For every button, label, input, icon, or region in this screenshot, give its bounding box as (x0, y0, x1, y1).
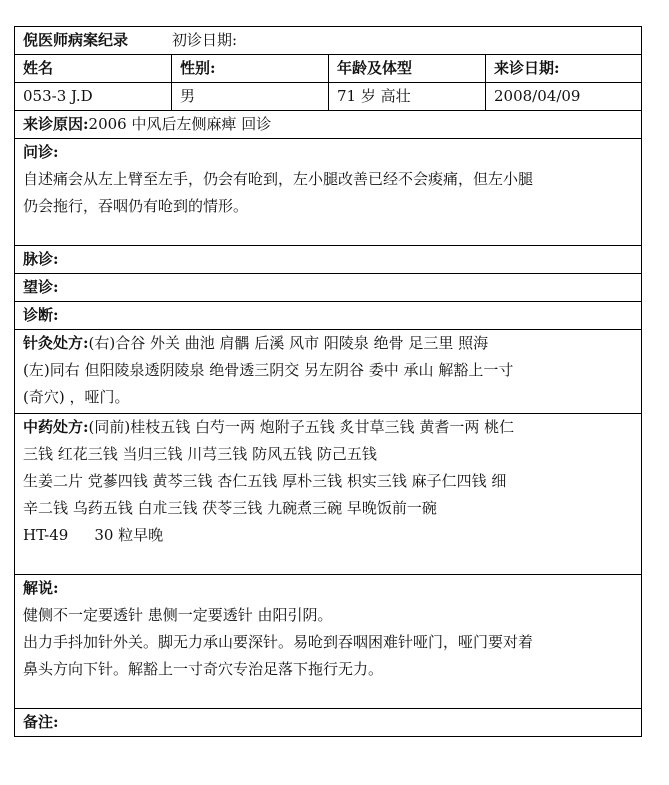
explanation-line: 健侧不一定要透针 患侧一定要透针 由阳引阴。 (23, 606, 333, 624)
observation-label: 望诊: (23, 278, 59, 296)
acupuncture-line: (奇穴) ，哑门。 (23, 388, 130, 406)
acupuncture-line: (右)合谷 外关 曲池 肩髃 后溪 风市 阳陵泉 绝骨 足三里 照海 (88, 334, 489, 352)
age-build-header: 年龄及体型 (329, 55, 486, 83)
notes-section (15, 709, 642, 737)
record-title-row (15, 27, 642, 55)
diagnosis-section (15, 302, 642, 330)
visit-date-value: 2008/04/09 (486, 83, 642, 111)
first-visit-date-label: 初诊日期: (172, 31, 238, 49)
herbal-line: 生姜二片 党蔘四钱 黄芩三钱 杏仁五钱 厚朴三钱 枳实三钱 麻子仁四钱 细 (23, 472, 507, 490)
herbal-line: 辛二钱 乌药五钱 白朮三钱 茯苓三钱 九碗煮三碗 早晚饭前一碗 (23, 499, 437, 517)
explanation-line: 鼻头方向下针。解豁上一寸奇穴专治足落下拖行无力。 (23, 660, 384, 678)
herbal-extra-code: HT-49 (23, 526, 69, 544)
observation-section (15, 274, 642, 302)
reason-label: 来诊原因: (23, 115, 89, 133)
herbal-extra-text: 30 粒早晚 (94, 526, 164, 544)
medical-record-table (14, 26, 642, 737)
age-build-value: 71 岁 高壮 (329, 83, 486, 111)
acupuncture-label: 针灸处方: (23, 334, 89, 352)
pulse-section (15, 246, 642, 274)
record-title: 倪医师病案纪录 (23, 31, 129, 49)
inquiry-label: 问诊: (23, 143, 59, 161)
name-value: 053-3 J.D (15, 83, 172, 111)
reason-text: 2006 中风后左侧麻痺 回诊 (88, 115, 272, 133)
inquiry-section (15, 139, 642, 246)
visit-date-header: 来诊日期: (486, 55, 642, 83)
explanation-label: 解说: (23, 579, 59, 597)
herbal-line: 三钱 红花三钱 当归三钱 川芎三钱 防风五钱 防己五钱 (23, 445, 377, 463)
acupuncture-section (15, 330, 642, 414)
acupuncture-line: (左)同右 但阳陵泉透阴陵泉 绝骨透三阴交 另左阴谷 委中 承山 解豁上一寸 (23, 361, 514, 379)
reason-row (15, 111, 642, 139)
herbal-line: (同前)桂枝五钱 白芍一两 炮附子五钱 炙甘草三钱 黄耆一两 桃仁 (88, 418, 515, 436)
sex-value: 男 (172, 83, 329, 111)
inquiry-line: 自述痛会从左上臂至左手，仍会有呛到，左小腿改善已经不会痠痛，但左小腿 (23, 170, 534, 188)
sex-header: 性别: (172, 55, 329, 83)
diagnosis-label: 诊断: (23, 306, 59, 324)
pulse-label: 脉诊: (23, 250, 59, 268)
notes-label: 备注: (23, 713, 59, 731)
name-header: 姓名 (15, 55, 172, 83)
herbal-label: 中药处方: (23, 418, 89, 436)
explanation-section (15, 575, 642, 709)
explanation-line: 出力手抖加针外关。脚无力承山要深针。易呛到吞咽困难针哑门，哑门要对着 (23, 633, 534, 651)
herbal-section (15, 414, 642, 575)
inquiry-line: 仍会拖行，吞咽仍有呛到的情形。 (23, 197, 249, 215)
